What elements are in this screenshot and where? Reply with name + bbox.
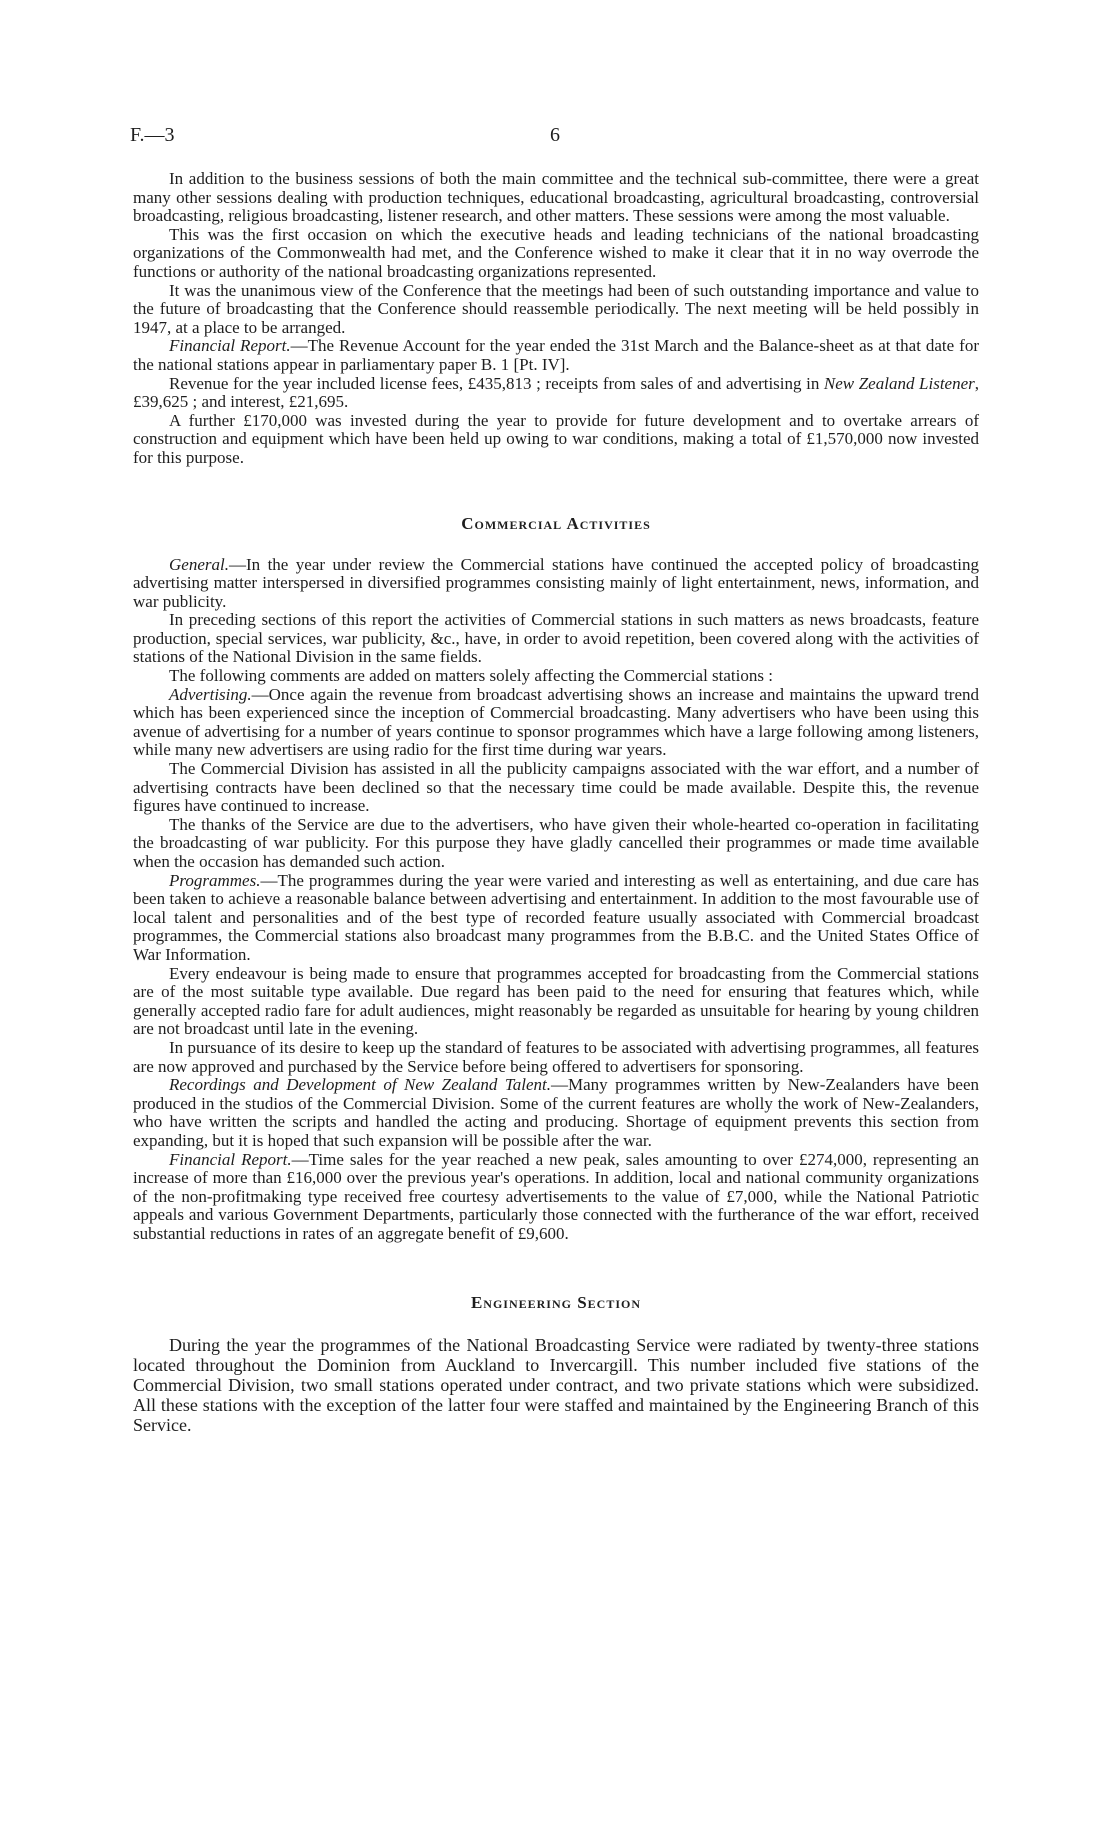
paragraph: In pursuance of its desire to keep up the standard of features to be associated with advertising programmes, all features are now approved and purchased by the Service before being offered to advertisers for sponsoring. <box>133 1037 979 1076</box>
paragraph: During the year the programmes of the National Broadcasting Service were radiated by twenty-three stations located throughout the Dominion from Auckland to Invercargill. This number included five stations of the Commercial Division, two small stations operated under contract, and two private stations which were subsidized. All these stations with the exception of the latter four were staffed and maintained by the Engineering Branch of this Service. <box>133 1335 979 1436</box>
paragraph: Every endeavour is being made to ensure that programmes accepted for broadcasting from the Commercial stations are of the most suitable type available. Due regard has been paid to the need for ensuring that features which, while generally accepted radio fare for adult audiences, might reasonably be regarded as unsuitable for hearing by young children are not broadcast until late in the evening. <box>133 963 979 1039</box>
paragraph: Financial Report.—The Revenue Account for the year ended the 31st March and the Balance-sheet as at that date for the national stations appear in parliamentary paper B. 1 [Pt. IV]. <box>133 336 979 374</box>
paragraph: Programmes.—The programmes during the year were varied and interesting as well as entertaining, and due care has been taken to achieve a reasonable balance between advertising and entertainment. In addition to the most favourable use of local talent and personalities and of the best type of recorded feature usually associated with Commercial broadcast programmes, the Commercial stations also broadcast many programmes from the B.B.C. and the United States Office of War Information. <box>133 870 979 964</box>
section-heading-commercial: Commercial Activities <box>461 513 651 533</box>
paragraph: This was the first occasion on which the executive heads and leading technicians of the national broadcasting organizations of the Commonwealth had met, and the Conference wished to make it clear that it in no way overrode the functions or authority of the national broadcasting organizations represented. <box>133 224 979 281</box>
paragraph: A further £170,000 was invested during the year to provide for future development and to overtake arrears of construction and equipment which have been held up owing to war conditions, making a total of £1,570,000 now invested for this purpose. <box>133 410 979 467</box>
paragraph: Advertising.—Once again the revenue from broadcast advertising shows an increase and maintains the upward trend which has been experienced since the inception of Commercial broadcasting. Many advertisers who have been using this avenue of advertising for a number of years continue to sponsor programmes which have a large following among listeners, while many new advertisers are using radio for the first time during war years. <box>133 684 979 760</box>
paragraph: It was the unanimous view of the Conference that the meetings had been of such outstanding importance and value to the future of broadcasting that the Conference should reassemble periodically. The next meeting will be held possibly in 1947, at a place to be arranged. <box>133 280 979 337</box>
paragraph: In preceding sections of this report the activities of Commercial stations in such matters as news broadcasts, feature production, special services, war publicity, &c., have, in order to avoid repetition, been covered along with the activities of stations of the National Division in the same fields. <box>133 610 979 667</box>
section-heading-engineering: Engineering Section <box>470 1293 642 1313</box>
paper-reference: F.—3 <box>130 124 175 146</box>
paragraph: In addition to the business sessions of both the main committee and the technical sub-committee, there were a great many other sessions dealing with production techniques, educational broadcasting, agricultural broadcasting, controversial broadcasting, religious broadcasting, listener research, and other matters. These sessions were among the most valuable. <box>133 169 979 226</box>
paragraph: The following comments are added on matters solely affecting the Commercial stations : <box>169 666 773 686</box>
run-in-heading: Financial Report. <box>169 336 291 356</box>
page-header <box>130 124 984 148</box>
run-in-heading: Advertising. <box>169 684 252 704</box>
paragraph: Revenue for the year included license fees, £435,813 ; receipts from sales of and advertising in New Zealand Listener, £39,625 ; and interest, £21,695. <box>133 373 980 412</box>
paragraph: Financial Report.—Time sales for the year reached a new peak, sales amounting to over £274,000, representing an increase of more than £16,000 over the previous year's operations. In addition, local and national community organizations of the non-profitmaking type received free courtesy advertisements to the value of £7,000, while the National Patriotic appeals and various Government Departments, particularly those connected with the furtherance of the war effort, received substantial reductions in rates of an aggregate benefit of £9,600. <box>133 1149 979 1243</box>
paragraph: The thanks of the Service are due to the advertisers, who have given their whole-hearted co-operation in facilitating the broadcasting of war publicity. For this purpose they have gladly cancelled their programmes or made time available when the occasion has demanded such action. <box>133 814 979 871</box>
publication-title: New Zealand Listener <box>823 373 975 393</box>
paragraph: The Commercial Division has assisted in all the publicity campaigns associated with the war effort, and a number of advertising contracts have been declined so that the necessary time could be made available. Despite this, the revenue figures have continued to increase. <box>133 759 979 816</box>
run-in-heading: Programmes. <box>169 870 261 890</box>
paragraph: Recordings and Development of New Zealand Talent.—Many programmes written by New-Zealanders have been produced in the studios of the Commercial Division. Some of the current features are wholly the work of New-Zealanders, who have written the scripts and handled the acting and producing. Shortage of equipment prevents this section from expanding, but it is hoped that such expansion will be possible after the war. <box>133 1075 980 1150</box>
run-in-heading: Financial Report. <box>169 1149 292 1169</box>
report-body <box>133 170 979 1435</box>
paragraph: General.—In the year under review the Commercial stations have continued the accepted policy of broadcasting advertising matter interspersed in diversified programmes consisting mainly of light entertainment, news, information, and war publicity. <box>133 554 979 611</box>
run-in-heading: General. <box>169 554 229 574</box>
engineering-section <box>133 1335 979 1435</box>
page-number: 6 <box>550 124 560 146</box>
run-in-heading: Recordings and Development of New Zealand Talent. <box>169 1075 551 1095</box>
